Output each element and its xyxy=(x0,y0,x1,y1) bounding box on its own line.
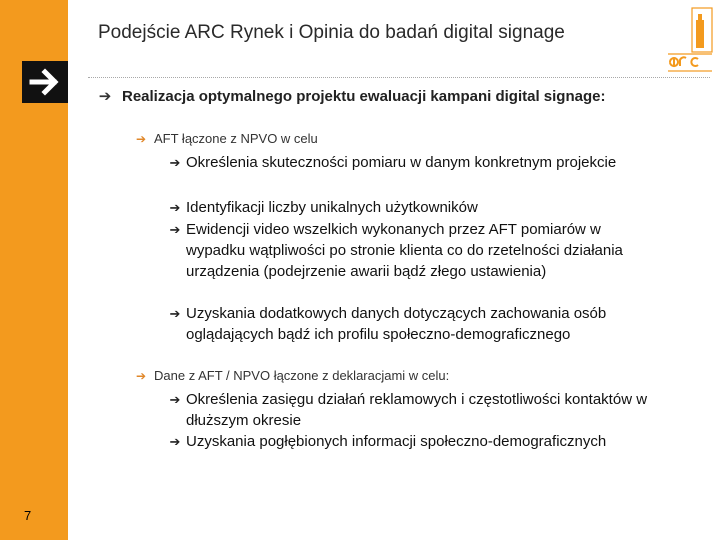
title-divider xyxy=(88,77,710,78)
group1-label: AFT łączone z NPVO w celu xyxy=(154,131,318,146)
group1-heading xyxy=(134,131,318,146)
slide-title: Podejście ARC Rynek i Opinia do badań digital signage xyxy=(98,22,565,43)
arc-logo xyxy=(662,4,718,78)
arrow-right-icon xyxy=(22,61,68,103)
main-bullet-text: Realizacja optymalnego projektu ewaluacji kampani digital signage: xyxy=(122,88,606,105)
arrow-bullet-icon: ➔ xyxy=(169,434,181,449)
page-number: 7 xyxy=(24,508,32,523)
arrow-bullet-icon: ➔ xyxy=(98,88,112,105)
group2-heading xyxy=(134,368,449,383)
arrow-bullet-icon: ➔ xyxy=(169,392,181,407)
arrow-bullet-icon: ➔ xyxy=(169,306,181,321)
list-item: ➔ Określenia zasięgu działań reklamowych i częstotliwości kontaktów w dłuższym okresie xyxy=(169,391,648,429)
arrow-bullet-icon: ➔ xyxy=(169,222,181,237)
list-item: ➔ Ewidencji video wszelkich wykonanych przez AFT pomiarów w wypadku wątpliwości po stronie klienta co do rzetelności działania urządzenia (podejrzenie awarii bądź złego ustawienia) xyxy=(169,221,623,280)
arrow-bullet-icon: ➔ xyxy=(135,369,147,383)
arrow-bullet-icon: ➔ xyxy=(135,132,147,146)
arrow-bullet-icon: ➔ xyxy=(169,155,181,170)
group2-label: Dane z AFT / NPVO łączone z deklaracjami w celu: xyxy=(154,368,450,383)
list-item: ➔ Uzyskania pogłębionych informacji społeczno-demograficznych xyxy=(169,433,607,450)
main-bullet xyxy=(98,88,658,106)
arrow-bullet-icon: ➔ xyxy=(169,200,181,215)
list-item: ➔ Określenia skuteczności pomiaru w danym konkretnym projekcie xyxy=(169,154,617,171)
list-item: ➔ Uzyskania dodatkowych danych dotyczących zachowania osób oglądających bądź ich profilu społeczno-demograficznego xyxy=(169,305,607,343)
lighthouse-icon xyxy=(662,4,718,78)
list-item: ➔ Identyfikacji liczby unikalnych użytkowników xyxy=(169,199,478,216)
